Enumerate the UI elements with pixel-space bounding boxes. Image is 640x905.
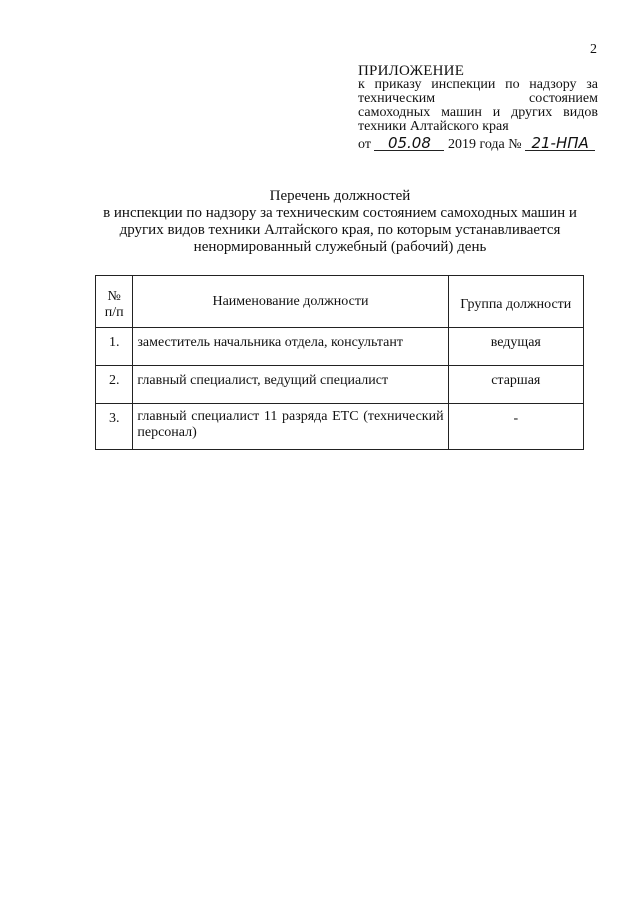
header-number-line-2: п/п — [104, 305, 124, 320]
table-header-row — [96, 276, 584, 328]
appendix-header — [358, 64, 598, 152]
row-number: 1. — [96, 328, 133, 366]
handwritten-order-number: 21-НПА — [525, 136, 595, 151]
from-label: от — [358, 137, 371, 152]
document-title — [96, 188, 584, 256]
title-line-4: ненормированный служебный (рабочий) день — [193, 239, 487, 255]
table-row — [96, 366, 584, 404]
header-position-name: Наименование должности — [133, 276, 448, 328]
positions-table — [95, 275, 584, 450]
title-line-2: в инспекции по надзору за техническим состоянием самоходных машин и — [103, 205, 577, 221]
title-line-1: Перечень должностей — [269, 188, 411, 204]
table-row — [96, 328, 584, 366]
order-date-line — [358, 136, 598, 152]
row-number: 2. — [96, 366, 133, 404]
row-position-group: ведущая — [448, 328, 583, 366]
appendix-line-3: самоходных машин и других видов — [358, 105, 598, 120]
appendix-line-4: техники Алтайского края — [358, 119, 509, 134]
row-position-name: заместитель начальника отдела, консультант — [133, 328, 448, 366]
handwritten-date: 05.08 — [374, 136, 444, 151]
year-text: 2019 года № — [447, 137, 522, 152]
appendix-line-2: техническим состоянием — [358, 91, 598, 106]
header-position-group: Группа должности — [448, 276, 583, 328]
row-position-name: главный специалист 11 разряда ЕТС (технический персонал) — [133, 404, 448, 450]
row-position-group: - — [448, 404, 583, 450]
appendix-line-1: к приказу инспекции по надзору за — [358, 77, 598, 92]
header-number — [96, 276, 133, 328]
appendix-heading: ПРИЛОЖЕНИЕ — [358, 63, 465, 79]
title-line-3: других видов техники Алтайского края, по которым устанавливается — [119, 222, 561, 238]
header-number-line-1: № — [107, 289, 121, 304]
page-number: 2 — [590, 42, 597, 57]
row-position-name: главный специалист, ведущий специалист — [133, 366, 448, 404]
row-number: 3. — [96, 404, 133, 450]
row-position-group: старшая — [448, 366, 583, 404]
table-row — [96, 404, 584, 450]
